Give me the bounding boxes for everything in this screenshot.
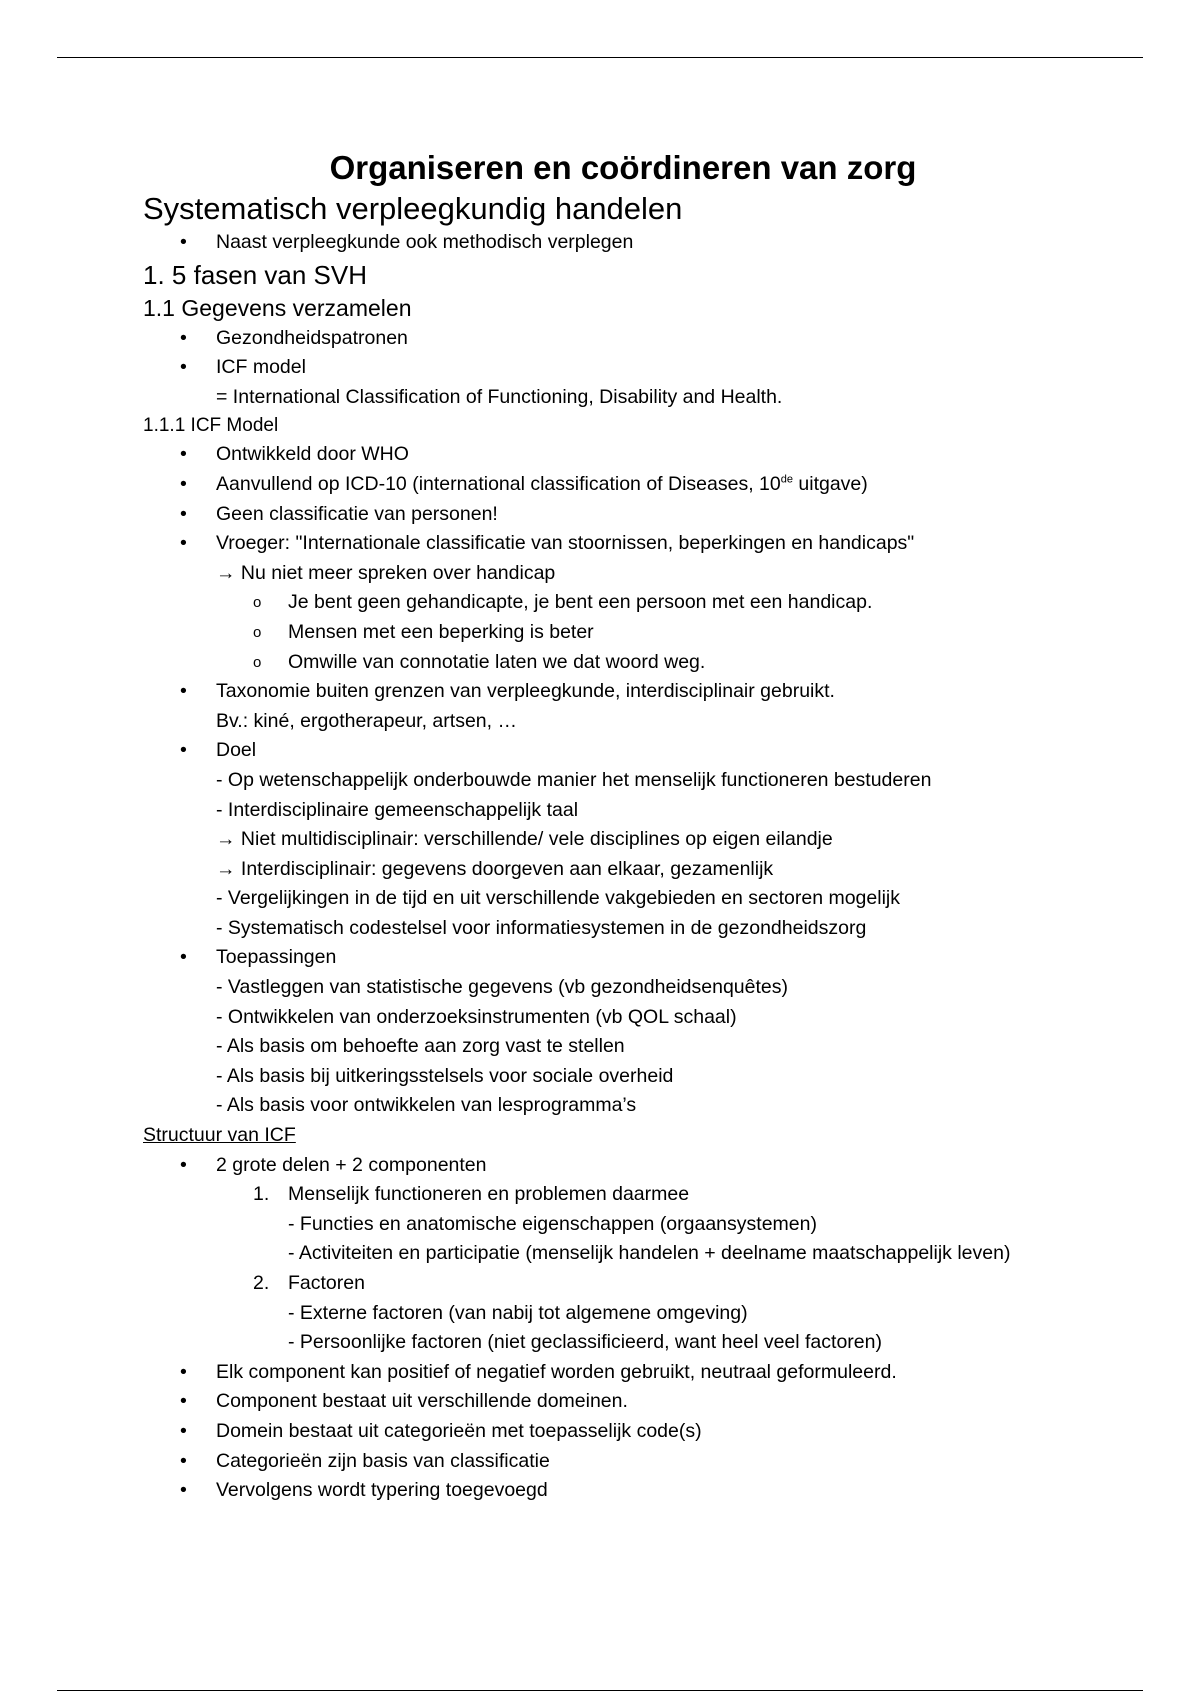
continuation-line: - Als basis voor ontwikkelen van lesprogramma’s xyxy=(216,1094,637,1117)
continuation-line: - Persoonlijke factoren (niet geclassificieerd, want heel veel factoren) xyxy=(288,1331,882,1354)
list-item xyxy=(143,470,1103,500)
list-item xyxy=(143,500,1103,530)
bullet-icon: • xyxy=(180,1390,187,1413)
bullet-icon: • xyxy=(180,680,187,703)
continuation-line: - Vergelijkingen in de tijd en uit verschillende vakgebieden en sectoren mogelijk xyxy=(216,887,900,910)
bullet-icon: • xyxy=(180,502,187,525)
list-item-text: Je bent geen gehandicapte, je bent een persoon met een handicap. xyxy=(288,591,873,614)
heading-icf-model: 1.1.1 ICF Model xyxy=(143,415,279,437)
circle-bullet-icon: o xyxy=(253,623,262,641)
list-item xyxy=(143,736,1103,766)
sub-list-item xyxy=(143,618,1103,648)
arrow-line-text: Interdisciplinair: gegevens doorgeven aan elkaar, gezamenlijk xyxy=(235,857,774,880)
icf-definition: = International Classification of Functioning, Disability and Health. xyxy=(216,385,783,408)
list-item-text: Aanvullend op ICD-10 (international classification of Diseases, 10 xyxy=(216,472,781,495)
bullet-icon: • xyxy=(180,326,187,349)
page-title: Organiseren en coördineren van zorg xyxy=(329,149,917,186)
list-item xyxy=(143,529,1103,559)
list-item-text: Doel xyxy=(216,739,257,762)
superscript: de xyxy=(780,473,793,486)
list-item-text: Taxonomie buiten grenzen van verpleegkunde, interdisciplinair gebruikt. xyxy=(216,680,835,703)
continuation-line: - Externe factoren (van nabij tot algemene omgeving) xyxy=(288,1301,748,1324)
footer-rule xyxy=(57,1690,1143,1691)
list-number: 1. xyxy=(253,1183,270,1206)
bullet-icon: • xyxy=(180,1153,187,1176)
list-item-text: Omwille van connotatie laten we dat woord weg. xyxy=(288,650,706,673)
arrow-line xyxy=(143,825,1103,855)
continuation-line: - Systematisch codestelsel voor informatiesystemen in de gezondheidszorg xyxy=(216,916,867,939)
list-item xyxy=(143,1151,1103,1181)
list-item xyxy=(143,677,1103,707)
continuation-line: - Functies en anatomische eigenschappen (orgaansystemen) xyxy=(288,1212,817,1235)
heading-structuur-icf: Structuur van ICF xyxy=(143,1124,296,1147)
list-item xyxy=(143,353,1103,383)
continuation-line: - Vastleggen van statistische gegevens (vb gezondheidsenquêtes) xyxy=(216,976,789,999)
list-item-text: Mensen met een beperking is beter xyxy=(288,620,594,643)
arrow-line-text: Nu niet meer spreken over handicap xyxy=(235,561,556,584)
sub-list-item xyxy=(143,648,1103,678)
arrow-icon: → xyxy=(216,828,236,851)
list-item-text: Component bestaat uit verschillende domeinen. xyxy=(216,1390,628,1413)
sub-list-item xyxy=(143,588,1103,618)
list-item xyxy=(143,1447,1103,1477)
continuation-line: - Als basis bij uitkeringsstelsels voor sociale overheid xyxy=(216,1064,674,1087)
continuation-line: - Als basis om behoefte aan zorg vast te stellen xyxy=(216,1035,625,1058)
list-item xyxy=(143,1387,1103,1417)
list-item-text: Naast verpleegkunde ook methodisch verplegen xyxy=(216,231,634,253)
circle-bullet-icon: o xyxy=(253,653,262,671)
list-item xyxy=(143,324,1103,354)
circle-bullet-icon: o xyxy=(253,594,262,612)
bullet-icon: • xyxy=(180,472,187,495)
heading-5-fasen: 1. 5 fasen van SVH xyxy=(143,259,368,290)
bullet-icon: • xyxy=(180,1449,187,1472)
list-item-text: Vroeger: "Internationale classificatie van stoornissen, beperkingen en handicaps" xyxy=(216,532,915,555)
arrow-line xyxy=(143,855,1103,885)
list-item-text: Categorieën zijn basis van classificatie xyxy=(216,1449,550,1472)
list-item-text: Vervolgens wordt typering toegevoegd xyxy=(216,1479,548,1502)
list-item-text: Elk component kan positief of negatief worden gebruikt, neutraal geformuleerd. xyxy=(216,1360,897,1383)
continuation-line: - Interdisciplinaire gemeenschappelijk taal xyxy=(216,798,579,821)
bullet-icon: • xyxy=(180,443,187,466)
list-item-text: Gezondheidspatronen xyxy=(216,326,408,349)
list-item-text: ICF model xyxy=(216,356,306,379)
list-item xyxy=(143,228,1103,258)
bullet-icon: • xyxy=(180,231,187,253)
list-item-text: Geen classificatie van personen! xyxy=(216,502,498,525)
list-item xyxy=(143,440,1103,470)
bullet-icon: • xyxy=(180,532,187,555)
arrow-icon: → xyxy=(216,857,236,880)
continuation-line: - Op wetenschappelijk onderbouwde manier het menselijk functioneren bestuderen xyxy=(216,768,932,791)
arrow-line xyxy=(143,559,1103,589)
header-rule xyxy=(57,57,1143,58)
bullet-icon: • xyxy=(180,946,187,969)
list-item-text: Ontwikkeld door WHO xyxy=(216,443,409,466)
list-item-text: Factoren xyxy=(288,1272,365,1294)
list-item-text: 2 grote delen + 2 componenten xyxy=(216,1153,487,1176)
arrow-icon: → xyxy=(216,561,236,584)
list-item-text: Menselijk functioneren en problemen daarmee xyxy=(288,1183,690,1206)
list-item xyxy=(143,1358,1103,1388)
list-item xyxy=(143,1417,1103,1447)
continuation-line: - Activiteiten en participatie (menselijk handelen + deelname maatschappelijk leven) xyxy=(288,1242,1011,1265)
list-number: 2. xyxy=(253,1272,270,1294)
continuation-line: Bv.: kiné, ergotherapeur, artsen, … xyxy=(216,709,517,732)
bullet-icon: • xyxy=(180,1419,187,1442)
list-item xyxy=(143,943,1103,973)
heading-gegevens-verzamelen: 1.1 Gegevens verzamelen xyxy=(143,294,412,321)
list-item-text: Toepassingen xyxy=(216,946,337,969)
continuation-line: - Ontwikkelen van onderzoeksinstrumenten (vb QOL schaal) xyxy=(216,1005,737,1028)
numbered-item xyxy=(143,1269,1103,1299)
bullet-icon: • xyxy=(180,356,187,379)
arrow-line-text: Niet multidisciplinair: verschillende/ vele disciplines op eigen eilandje xyxy=(235,828,833,851)
bullet-icon: • xyxy=(180,739,187,762)
document-body xyxy=(143,148,1103,1506)
numbered-item xyxy=(143,1180,1103,1210)
list-item-text: uitgave) xyxy=(792,472,868,495)
bullet-icon: • xyxy=(180,1479,187,1502)
heading-svh: Systematisch verpleegkundig handelen xyxy=(143,191,683,226)
list-item-text: Domein bestaat uit categorieën met toepasselijk code(s) xyxy=(216,1419,702,1442)
bullet-icon: • xyxy=(180,1360,187,1383)
list-item xyxy=(143,1476,1103,1506)
